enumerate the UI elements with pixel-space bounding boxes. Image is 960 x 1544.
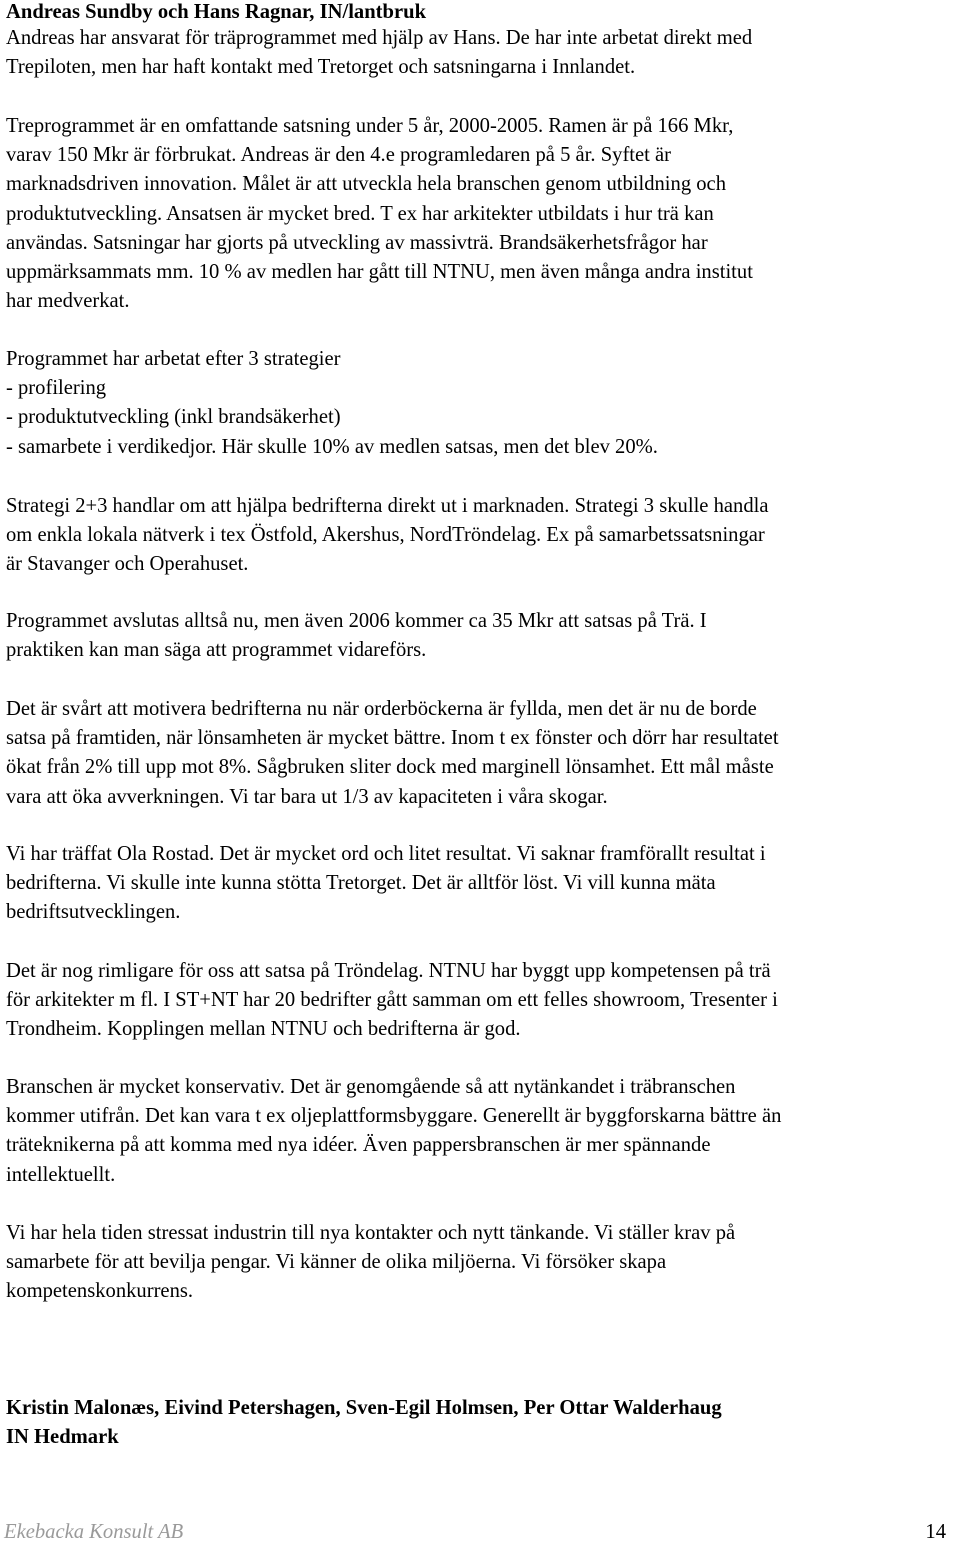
intro-paragraph xyxy=(6,24,956,82)
paragraph-line: träteknikerna på att komma med nya idéer. Även pappersbranschen är mer spännande xyxy=(6,1134,711,1157)
paragraph-konservativ xyxy=(6,1073,956,1190)
paragraph-line: samarbete för att bevilja pengar. Vi känner de olika miljöerna. Vi försöker skapa xyxy=(6,1251,667,1274)
paragraph-line: Vi har träffat Ola Rostad. Det är mycket ord och litet resultat. Vi saknar framförallt resultat i xyxy=(6,843,766,865)
paragraph-trondelag xyxy=(6,957,956,1045)
paragraph-line: varav 150 Mkr är förbrukat. Andreas är den 4.e programledaren på 5 år. Syftet är xyxy=(6,144,672,167)
paragraph-line: Programmet avslutas alltså nu, men även 2006 kommer ca 35 Mkr att satsas på Trä. I xyxy=(6,610,707,632)
paragraph-line: kommer utifrån. Det kan vara t ex oljeplattformsbyggare. Generellt är byggforskarna bättre än xyxy=(6,1105,782,1128)
intro-line: Trepiloten, men har haft kontakt med Tretorget och satsningarna i Innlandet. xyxy=(6,56,636,78)
section-heading-line: Kristin Malonæs, Eivind Petershagen, Sven-Egil Holmsen, Per Ottar Walderhaug xyxy=(6,1397,722,1419)
paragraph-line: satsa på framtiden, när lönsamheten är mycket bättre. Inom t ex fönster och dörr har resultatet xyxy=(6,727,779,750)
paragraph-line: - samarbete i verdikedjor. Här skulle 10% av medlen satsas, men det blev 20%. xyxy=(6,435,658,458)
intro-line: Andreas har ansvarat för träprogrammet med hjälp av Hans. De har inte arbetat direkt med xyxy=(6,27,753,49)
paragraph-line: praktiken kan man säga att programmet vidareförs. xyxy=(6,639,427,662)
footer-company-name: Ekebacka Konsult AB xyxy=(4,1521,184,1543)
paragraph-line: Branschen är mycket konservativ. Det är genomgående så att nytänkandet i träbranschen xyxy=(6,1076,736,1098)
paragraph-line: är Stavanger och Operahuset. xyxy=(6,553,249,576)
paragraph-line: produktutveckling. Ansatsen är mycket bred. T ex har arkitekter utbildats i hur trä kan xyxy=(6,202,714,225)
paragraph-line: Strategi 2+3 handlar om att hjälpa bedrifterna direkt ut i marknaden. Strategi 3 skulle handla xyxy=(6,495,769,517)
paragraph-line: Vi har hela tiden stressat industrin till nya kontakter och nytt tänkande. Vi ställer krav på xyxy=(6,1222,736,1244)
section-heading-line: IN Hedmark xyxy=(6,1426,119,1448)
paragraph-line: ökat från 2% till upp mot 8%. Sågbruken sliter dock med marginell lönsamhet. Ett mål måste xyxy=(6,756,774,779)
paragraph-line: bedrifterna. Vi skulle inte kunna stötta Tretorget. Det är alltför löst. Vi vill kunna mäta xyxy=(6,872,716,895)
paragraph-line: användas. Satsningar har gjorts på utveckling av massivträ. Brandsäkerhetsfrågor har xyxy=(6,231,708,254)
paragraph-treprogrammet xyxy=(6,112,956,316)
section-heading-in-hedmark xyxy=(6,1394,722,1452)
paragraph-line: intellektuellt. xyxy=(6,1163,116,1186)
paragraph-line: Treprogrammet är en omfattande satsning under 5 år, 2000-2005. Ramen är på 166 Mkr, xyxy=(6,115,734,137)
paragraph-stressat xyxy=(6,1219,956,1307)
paragraph-line: marknadsdriven innovation. Målet är att utveckla hela branschen genom utbildning och xyxy=(6,173,726,196)
paragraph-line: har medverkat. xyxy=(6,290,130,313)
paragraph-strategi-2-3 xyxy=(6,492,956,580)
paragraph-line: Trondheim. Kopplingen mellan NTNU och bedrifterna är god. xyxy=(6,1018,521,1041)
paragraph-line: kompetenskonkurrens. xyxy=(6,1280,194,1303)
paragraph-line: - produktutveckling (inkl brandsäkerhet) xyxy=(6,406,341,429)
paragraph-motivera xyxy=(6,695,956,812)
paragraph-line: för arkitekter m fl. I ST+NT har 20 bedrifter gått samman om ett felles showroom, Tresenter i xyxy=(6,989,778,1012)
paragraph-line: - profilering xyxy=(6,377,107,400)
paragraph-line: Det är svårt att motivera bedrifterna nu när orderböckerna är fyllda, men det är nu de borde xyxy=(6,698,757,720)
paragraph-line: om enkla lokala nätverk i tex Östfold, Akershus, NordTröndelag. Ex på samarbetssatsningar xyxy=(6,524,765,547)
paragraph-line: uppmärksammats mm. 10 % av medlen har gått till NTNU, men även många andra institut xyxy=(6,261,753,284)
paragraph-line: bedriftsutvecklingen. xyxy=(6,901,181,924)
paragraph-strategier xyxy=(6,345,956,462)
paragraph-line: Det är nog rimligare för oss att satsa på Tröndelag. NTNU har byggt upp kompetensen på trä xyxy=(6,960,771,982)
paragraph-ola-rostad xyxy=(6,840,956,928)
section-heading-sundby-ragnar: Andreas Sundby och Hans Ragnar, IN/lantbruk xyxy=(6,1,427,23)
paragraph-line: vara att öka avverkningen. Vi tar bara ut 1/3 av kapaciteten i våra skogar. xyxy=(6,785,608,808)
paragraph-line: Programmet har arbetat efter 3 strategier xyxy=(6,348,341,370)
footer-page-number: 14 xyxy=(925,1521,946,1543)
paragraph-avslutas xyxy=(6,607,956,665)
